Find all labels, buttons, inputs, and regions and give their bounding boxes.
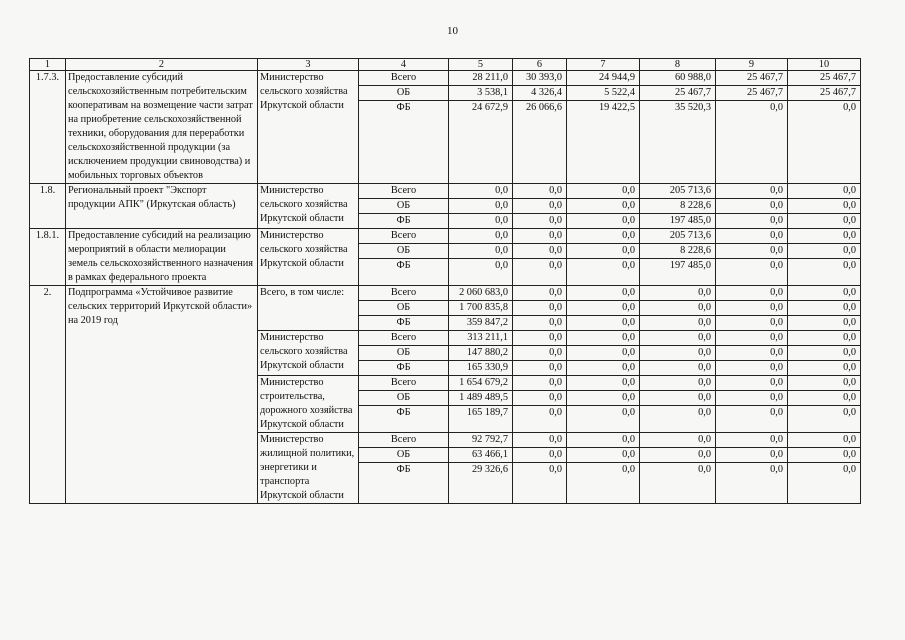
executor-cell: Министерство сельского хозяйства Иркутской области [258,184,359,229]
value-cell: 0,0 [788,463,861,504]
value-cell: 0,0 [449,259,513,286]
funding-source: ОБ [359,448,449,463]
value-cell: 0,0 [449,184,513,199]
col-header: 10 [788,59,861,71]
funding-source: ФБ [359,101,449,184]
value-cell: 147 880,2 [449,346,513,361]
value-cell: 0,0 [716,406,788,433]
table-row [30,286,861,301]
value-cell: 0,0 [513,259,567,286]
value-cell: 0,0 [788,433,861,448]
value-cell: 0,0 [716,199,788,214]
value-cell: 25 467,7 [788,86,861,101]
col-header: 8 [640,59,716,71]
value-cell: 0,0 [449,244,513,259]
funding-source: ФБ [359,316,449,331]
funding-source: Всего [359,433,449,448]
value-cell: 0,0 [513,463,567,504]
value-cell: 0,0 [788,301,861,316]
value-cell: 0,0 [716,463,788,504]
value-cell: 0,0 [716,244,788,259]
funding-source: ФБ [359,406,449,433]
value-cell: 0,0 [640,391,716,406]
value-cell: 0,0 [513,406,567,433]
value-cell: 0,0 [716,214,788,229]
value-cell: 29 326,6 [449,463,513,504]
value-cell: 25 467,7 [640,86,716,101]
value-cell: 0,0 [567,391,640,406]
value-cell: 0,0 [716,361,788,376]
value-cell: 0,0 [716,346,788,361]
col-header: 2 [66,59,258,71]
funding-source: ФБ [359,259,449,286]
value-cell: 60 988,0 [640,71,716,86]
value-cell: 0,0 [449,199,513,214]
value-cell: 0,0 [567,463,640,504]
value-cell: 0,0 [640,361,716,376]
value-cell: 0,0 [513,448,567,463]
value-cell: 205 713,6 [640,184,716,199]
value-cell: 1 700 835,8 [449,301,513,316]
value-cell: 0,0 [513,391,567,406]
value-cell: 0,0 [567,361,640,376]
value-cell: 165 330,9 [449,361,513,376]
value-cell: 0,0 [567,331,640,346]
value-cell: 25 467,7 [716,71,788,86]
value-cell: 0,0 [716,101,788,184]
value-cell: 0,0 [567,244,640,259]
funding-source: Всего [359,184,449,199]
value-cell: 0,0 [513,433,567,448]
value-cell: 0,0 [716,433,788,448]
value-cell: 0,0 [640,406,716,433]
funding-source: ОБ [359,86,449,101]
section-number: 1.8. [30,184,66,229]
funding-source: Всего [359,376,449,391]
funding-source: ОБ [359,244,449,259]
funding-source: Всего [359,331,449,346]
value-cell: 1 489 489,5 [449,391,513,406]
value-cell: 0,0 [567,229,640,244]
col-header: 6 [513,59,567,71]
value-cell: 0,0 [788,259,861,286]
value-cell: 197 485,0 [640,214,716,229]
col-header: 7 [567,59,640,71]
value-cell: 0,0 [716,448,788,463]
value-cell: 0,0 [788,406,861,433]
value-cell: 0,0 [788,214,861,229]
value-cell: 0,0 [449,214,513,229]
page-number: 10 [447,25,458,37]
value-cell: 0,0 [640,463,716,504]
col-header: 1 [30,59,66,71]
value-cell: 0,0 [513,361,567,376]
value-cell: 0,0 [788,244,861,259]
funding-source: ОБ [359,391,449,406]
funding-source: Всего [359,229,449,244]
col-header: 3 [258,59,359,71]
value-cell: 35 520,3 [640,101,716,184]
value-cell: 0,0 [788,361,861,376]
value-cell: 1 654 679,2 [449,376,513,391]
table-row [30,184,861,199]
value-cell: 92 792,7 [449,433,513,448]
value-cell: 0,0 [788,316,861,331]
executor-cell: Министерство сельского хозяйства Иркутской области [258,331,359,376]
value-cell: 0,0 [788,199,861,214]
value-cell: 28 211,0 [449,71,513,86]
value-cell: 25 467,7 [716,86,788,101]
section-name: Предоставление субсидий сельскохозяйственным потребительским кооперативам на возмещение части затрат на приобретение сельскохозяйственной техники, оборудования для переработки сельскохозяйственной продукции (за исключением продукции свиноводства) и мобильных торговых объектов [66,71,258,184]
value-cell: 0,0 [513,214,567,229]
value-cell: 0,0 [788,184,861,199]
value-cell: 165 189,7 [449,406,513,433]
value-cell: 0,0 [567,433,640,448]
value-cell: 24 944,9 [567,71,640,86]
value-cell: 0,0 [716,184,788,199]
funding-source: ОБ [359,199,449,214]
executor-cell: Министерство жилищной политики, энергетики и транспорта Иркутской области [258,433,359,504]
section-number: 1.7.3. [30,71,66,184]
section-name: Региональный проект "Экспорт продукции АПК" (Иркутская область) [66,184,258,229]
value-cell: 0,0 [567,214,640,229]
value-cell: 0,0 [788,448,861,463]
value-cell: 0,0 [788,376,861,391]
funding-source: ОБ [359,301,449,316]
value-cell: 0,0 [513,184,567,199]
value-cell: 8 228,6 [640,244,716,259]
value-cell: 0,0 [716,229,788,244]
value-cell: 0,0 [788,101,861,184]
value-cell: 0,0 [788,286,861,301]
table-row [30,71,861,86]
section-number: 1.8.1. [30,229,66,286]
value-cell: 30 393,0 [513,71,567,86]
value-cell: 0,0 [513,286,567,301]
funding-source: ФБ [359,214,449,229]
value-cell: 0,0 [567,406,640,433]
value-cell: 0,0 [716,316,788,331]
value-cell: 25 467,7 [788,71,861,86]
value-cell: 3 538,1 [449,86,513,101]
value-cell: 0,0 [788,229,861,244]
value-cell: 0,0 [640,316,716,331]
value-cell: 197 485,0 [640,259,716,286]
value-cell: 0,0 [716,286,788,301]
value-cell: 24 672,9 [449,101,513,184]
value-cell: 205 713,6 [640,229,716,244]
col-header: 9 [716,59,788,71]
value-cell: 0,0 [513,199,567,214]
value-cell: 0,0 [513,331,567,346]
value-cell: 0,0 [716,376,788,391]
value-cell: 0,0 [513,346,567,361]
value-cell: 26 066,6 [513,101,567,184]
value-cell: 0,0 [716,391,788,406]
executor-cell: Министерство строительства, дорожного хозяйства Иркутской области [258,376,359,433]
value-cell: 0,0 [640,376,716,391]
value-cell: 313 211,1 [449,331,513,346]
value-cell: 0,0 [788,346,861,361]
value-cell: 0,0 [640,346,716,361]
value-cell: 0,0 [513,316,567,331]
value-cell: 63 466,1 [449,448,513,463]
value-cell: 5 522,4 [567,86,640,101]
value-cell: 0,0 [788,391,861,406]
funding-source: ФБ [359,463,449,504]
budget-table [29,58,861,504]
value-cell: 0,0 [788,331,861,346]
funding-source: Всего [359,286,449,301]
value-cell: 0,0 [716,331,788,346]
value-cell: 0,0 [640,433,716,448]
funding-source: ФБ [359,361,449,376]
value-cell: 0,0 [513,244,567,259]
value-cell: 0,0 [567,286,640,301]
value-cell: 0,0 [567,259,640,286]
value-cell: 0,0 [567,376,640,391]
value-cell: 2 060 683,0 [449,286,513,301]
executor-cell: Министерство сельского хозяйства Иркутской области [258,229,359,286]
funding-source: ОБ [359,346,449,361]
value-cell: 0,0 [513,301,567,316]
section-number: 2. [30,286,66,504]
section-name: Предоставление субсидий на реализацию мероприятий в области мелиорации земель сельскохозяйственного назначения в рамках федерального проекта [66,229,258,286]
col-header: 5 [449,59,513,71]
value-cell: 0,0 [567,346,640,361]
value-cell: 0,0 [716,259,788,286]
value-cell: 0,0 [567,301,640,316]
section-name: Подпрограмма «Устойчивое развитие сельских территорий Иркутской области» на 2019 год [66,286,258,504]
value-cell: 0,0 [716,301,788,316]
value-cell: 0,0 [640,286,716,301]
executor-cell: Всего, в том числе: [258,286,359,331]
value-cell: 0,0 [567,448,640,463]
table-row [30,229,861,244]
value-cell: 0,0 [449,229,513,244]
value-cell: 0,0 [567,199,640,214]
value-cell: 359 847,2 [449,316,513,331]
value-cell: 0,0 [567,184,640,199]
value-cell: 19 422,5 [567,101,640,184]
value-cell: 0,0 [640,448,716,463]
value-cell: 0,0 [640,331,716,346]
value-cell: 8 228,6 [640,199,716,214]
value-cell: 0,0 [513,376,567,391]
value-cell: 4 326,4 [513,86,567,101]
header-row [30,59,861,71]
value-cell: 0,0 [567,316,640,331]
value-cell: 0,0 [513,229,567,244]
col-header: 4 [359,59,449,71]
executor-cell: Министерство сельского хозяйства Иркутской области [258,71,359,184]
value-cell: 0,0 [640,301,716,316]
funding-source: Всего [359,71,449,86]
